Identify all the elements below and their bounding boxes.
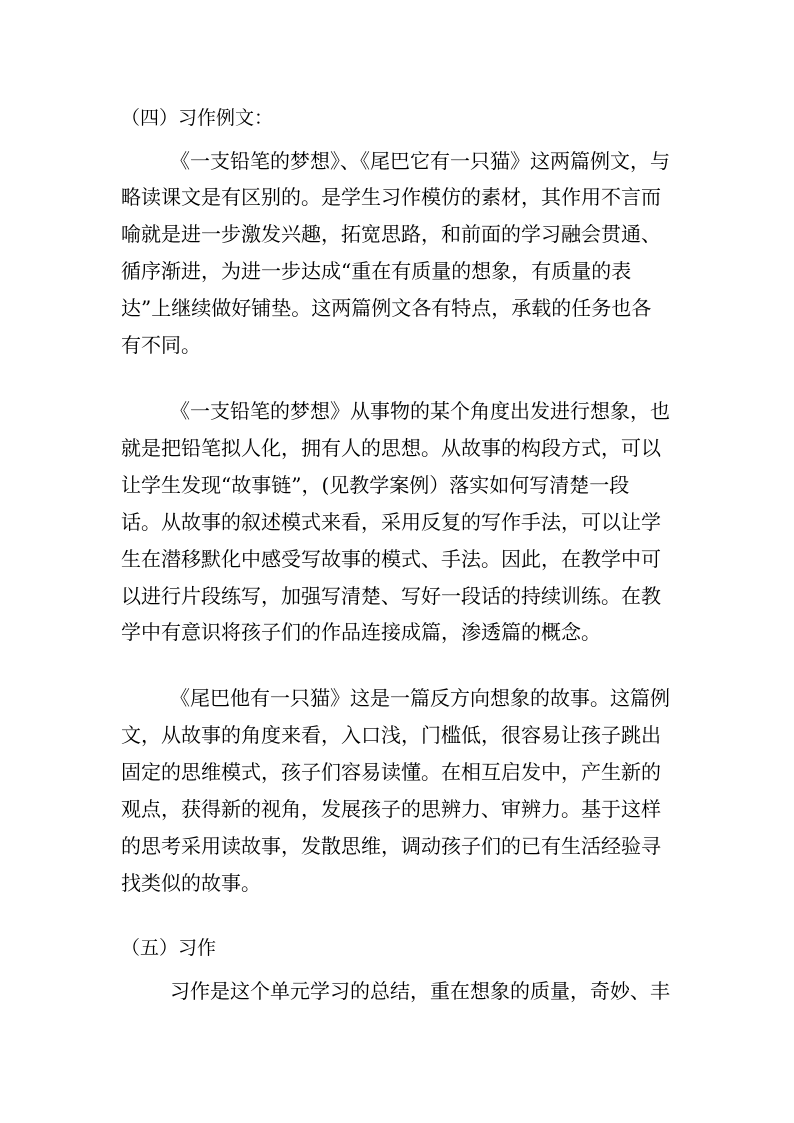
section-heading-4: （四）习作例文： xyxy=(121,107,274,129)
text-line: 话。从故事的叙述模式来看，采用反复的写作手法，可以让学 xyxy=(121,510,661,534)
text-line: 让学生发现“故事链”，(见教学案例）落实如何写清楚一段 xyxy=(121,473,630,497)
section-heading-5: （五）习作 xyxy=(121,937,217,959)
text-line: 以进行片段练写，加强写清楚、写好一段话的持续训练。在教 xyxy=(121,584,661,608)
text-line: 达”上继续做好铺垫。这两篇例文各有特点，承载的任务也各 xyxy=(121,296,652,320)
text-line: 文，从故事的角度来看，入口浅，门槛低，很容易让孩子跳出 xyxy=(121,723,661,747)
text-line: 学中有意识将孩子们的作品连接成篇，渗透篇的概念。 xyxy=(121,620,601,644)
text-line: 找类似的故事。 xyxy=(121,871,261,895)
text-line: 固定的思维模式，孩子们容易读懂。在相互启发中，产生新的 xyxy=(121,760,661,784)
text-line: 生在潜移默化中感受写故事的模式、手法。因此，在教学中可 xyxy=(121,547,661,571)
text-line: 就是把铅笔拟人化，拥有人的思想。从故事的构段方式，可以 xyxy=(121,436,661,460)
text-line: 循序渐进，为进一步达成“重在有质量的想象，有质量的表 xyxy=(121,259,632,283)
text-line: 观点，获得新的视角，发展孩子的思辨力、审辨力。基于这样 xyxy=(121,797,661,821)
text-line: 《尾巴他有一只猫》这是一篇反方向想象的故事。这篇例 xyxy=(170,686,670,710)
text-line: 喻就是进一步激发兴趣，拓宽思路，和前面的学习融会贯通、 xyxy=(121,222,661,246)
text-line: 《一支铅笔的梦想》、《尾巴它有一只猫》这两篇例文，与 xyxy=(170,149,670,173)
text-line: 的思考采用读故事，发散思维，调动孩子们的已有生活经验寻 xyxy=(121,834,661,858)
text-line: 习作是这个单元学习的总结，重在想象的质量，奇妙、丰 xyxy=(170,979,670,1003)
text-line: 《一支铅笔的梦想》从事物的某个角度出发进行想象，也 xyxy=(170,399,670,423)
text-line: 略读课文是有区别的。是学生习作模仿的素材，其作用不言而 xyxy=(121,185,661,209)
text-line: 有不同。 xyxy=(121,333,201,357)
